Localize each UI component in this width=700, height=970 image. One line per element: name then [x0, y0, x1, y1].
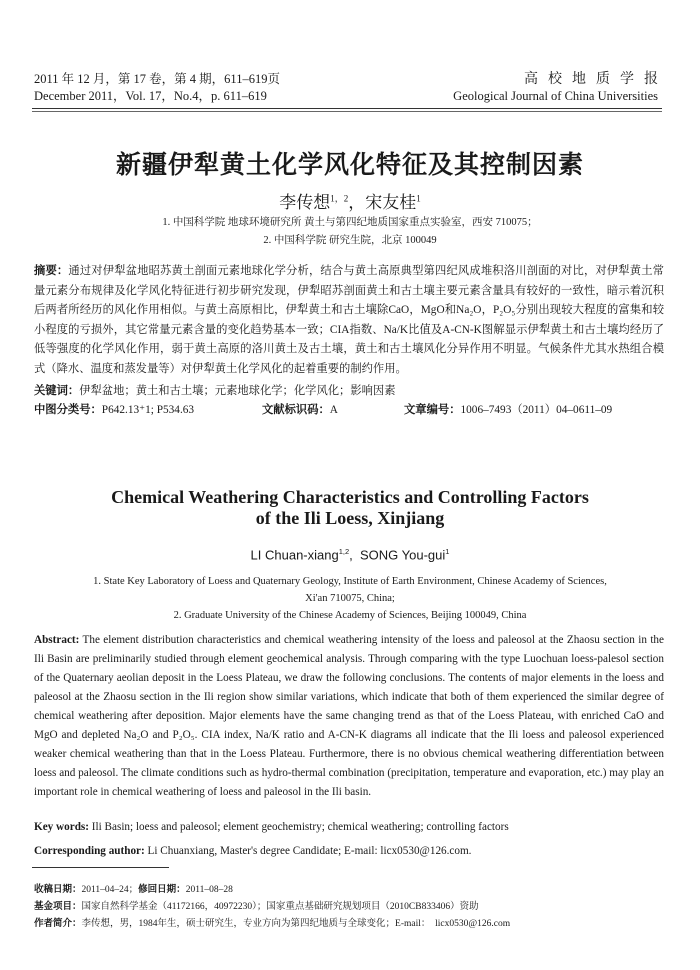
running-header-left — [34, 71, 280, 105]
author-2-cn-affil: 1 — [416, 193, 421, 204]
authors-cn — [0, 188, 700, 213]
keywords-en-label: Key words: — [34, 821, 89, 833]
keywords-en-text: Ili Basin; loess and paleosol; element geochemistry; chemical weathering; controlling factors — [89, 821, 509, 833]
header-rule-secondary — [32, 111, 662, 112]
header-rule — [32, 108, 662, 109]
abstract-cn — [34, 262, 664, 379]
author-2-en-affil: 1 — [445, 547, 450, 556]
author-separator-cn: ， — [348, 193, 366, 212]
citation-cn: 2011 年 12 月，第 17 卷，第 4 期，611–619页 — [34, 72, 280, 86]
affiliation-en-1-cont: Xi'an 710075, China; — [305, 593, 395, 604]
title-en — [0, 487, 700, 529]
author-1-cn: 李传想 — [279, 193, 331, 212]
footnote-fund — [34, 900, 479, 914]
keywords-cn-label: 关键词： — [34, 385, 80, 397]
document-code — [262, 401, 338, 417]
bio-value: 李传想，男，1984年生，硕士研究生，专业方向为第四纪地质与全球变化；E-mail： licx0530@126.com — [81, 919, 511, 929]
doc-code-value: A — [329, 404, 338, 416]
authors-en — [0, 547, 700, 562]
keywords-cn — [34, 382, 396, 398]
author-2-cn: 宋友桂 — [365, 193, 417, 212]
title-en-line-2: of the Ili Loess, Xinjiang — [255, 508, 445, 528]
fund-value: 国家自然科学基金（41172166，40972230）；国家重点基础研究规划项目（2010CB833406）资助 — [81, 902, 479, 912]
received-value: 2011–04–24； — [81, 885, 139, 895]
abstract-en-text: The element distribution characteristics and chemical weathering intensity of the loess and paleosol at the Zhaosu section in the Ili Basin are preliminarily studied through element geochemical analysis. Through comparing with the type Luochuan loess-palesol section of the Quaternary aeolian deposit in the Loess Plateau, we draw the following conclusions. The contents of major elements in the loess and paleosol at the Zhaosu section in the Ili region show similar variations, which indicate that both of them experienced the similar degree of chemical weathering after deposition. Major elements have the same changing trend as that of the Loess Plateau, with enriched CaO and MgO and depleted Na₂O and P₂O₅. CIA index, Na/K ratio and A-CN-K diagrams all indicate that the Ili loess and paleosol experienced weaker chemical weathering than that in the Loess Plateau. Furthermore, there is no obvious chemical weathering differentiation between loess and paleosol. The climate conditions such as hydro-thermal combination (precipitation, temperature and evaporation, etc.) may play an important role in chemical weathering of loess and paleosol in the Ili basin. — [34, 634, 664, 798]
article-number-value: 1006–7493（2011）04–0611–09 — [460, 404, 613, 416]
received-label: 收稿日期： — [34, 884, 82, 895]
abstract-cn-text: 通过对伊犁盆地昭苏黄土剖面元素地球化学分析，结合与黄土高原典型第四纪风成堆积洛川剖面的对比，对伊犁黄土常量元素分布规律及化学风化特征进行初步研究发现，伊犁昭苏剖面黄土和古土壤主要元素含量具有较好的一致性，暗示着沉积后两者所经历的风化作用相似。与黄土高原相比，伊犁黄土和古土壤除CaO，MgO和Na₂O，P₂O₅分别出现较大程度的富集和较小程度的亏损外，其它常量元素含量的变化趋势基本一致；CIA指数、Na/K比值及A-CN-K图解显示伊犁黄土和古土壤均经历了低等强度的化学风化作用，弱于黄土高原的洛川黄土及古土壤，黄土和古土壤风化分异作用不明显。气候条件尤其水热组合模式（降水、温度和蒸发量等）对伊犁黄土化学风化的起着重要的制约作用。 — [34, 265, 664, 375]
author-2-en: SONG You-gui — [360, 547, 446, 563]
affiliation-en-2: 2. Graduate University of the Chinese Academy of Sciences, Beijing 100049, China — [173, 610, 527, 621]
citation-en: December 2011，Vol. 17，No.4，p. 611–619 — [34, 89, 267, 103]
footnote-dates — [34, 883, 233, 897]
journal-name-cn: 高校地质学报 — [524, 72, 668, 87]
article-number-label: 文章编号： — [404, 404, 461, 416]
author-1-en: LI Chuan-xiang — [250, 547, 339, 563]
clc-number — [34, 401, 194, 417]
doc-code-label: 文献标识码： — [262, 404, 330, 416]
revised-label: 修回日期： — [138, 884, 186, 895]
keywords-en — [34, 821, 509, 833]
affiliation-en-1: 1. State Key Laboratory of Loess and Quaternary Geology, Institute of Earth Environment, Chinese Academy of Sciences, — [93, 576, 607, 587]
footnote-author-bio — [34, 917, 510, 931]
bio-label: 作者简介： — [34, 918, 82, 929]
footnote-rule — [32, 867, 169, 868]
corresponding-author — [34, 845, 471, 857]
abstract-en-label: Abstract: — [34, 634, 80, 646]
abstract-en — [34, 631, 664, 802]
corresponding-author-text: Li Chuanxiang, Master's degree Candidate; E-mail: licx0530@126.com. — [144, 845, 472, 857]
affiliation-cn-2: 2. 中国科学院 研究生院，北京 100049 — [263, 235, 437, 246]
clc-value: P642.13⁺1; P534.63 — [101, 404, 195, 416]
author-1-en-affil: 1,2 — [338, 547, 350, 556]
title-en-line-1: Chemical Weathering Characteristics and Controlling Factors — [111, 487, 589, 507]
keywords-cn-text: 伊犁盆地；黄土和古土壤；元素地球化学；化学风化；影响因素 — [79, 385, 396, 397]
fund-label: 基金项目： — [34, 901, 82, 912]
author-separator-en: , — [349, 547, 360, 563]
clc-label: 中图分类号： — [34, 404, 102, 416]
journal-name-en: Geological Journal of China Universities — [453, 89, 658, 103]
affiliation-cn-1: 1. 中国科学院 地球环境研究所 黄土与第四纪地质国家重点实验室，西安 710075； — [162, 217, 538, 228]
title-cn: 新疆伊犁黄土化学风化特征及其控制因素 — [115, 151, 584, 179]
abstract-cn-label: 摘要： — [34, 265, 69, 277]
corresponding-author-label: Corresponding author: — [34, 845, 145, 857]
author-1-cn-affil: 1，2 — [330, 193, 349, 204]
running-header-right — [453, 71, 668, 105]
article-number — [404, 401, 612, 417]
revised-value: 2011–08–28 — [185, 885, 233, 895]
